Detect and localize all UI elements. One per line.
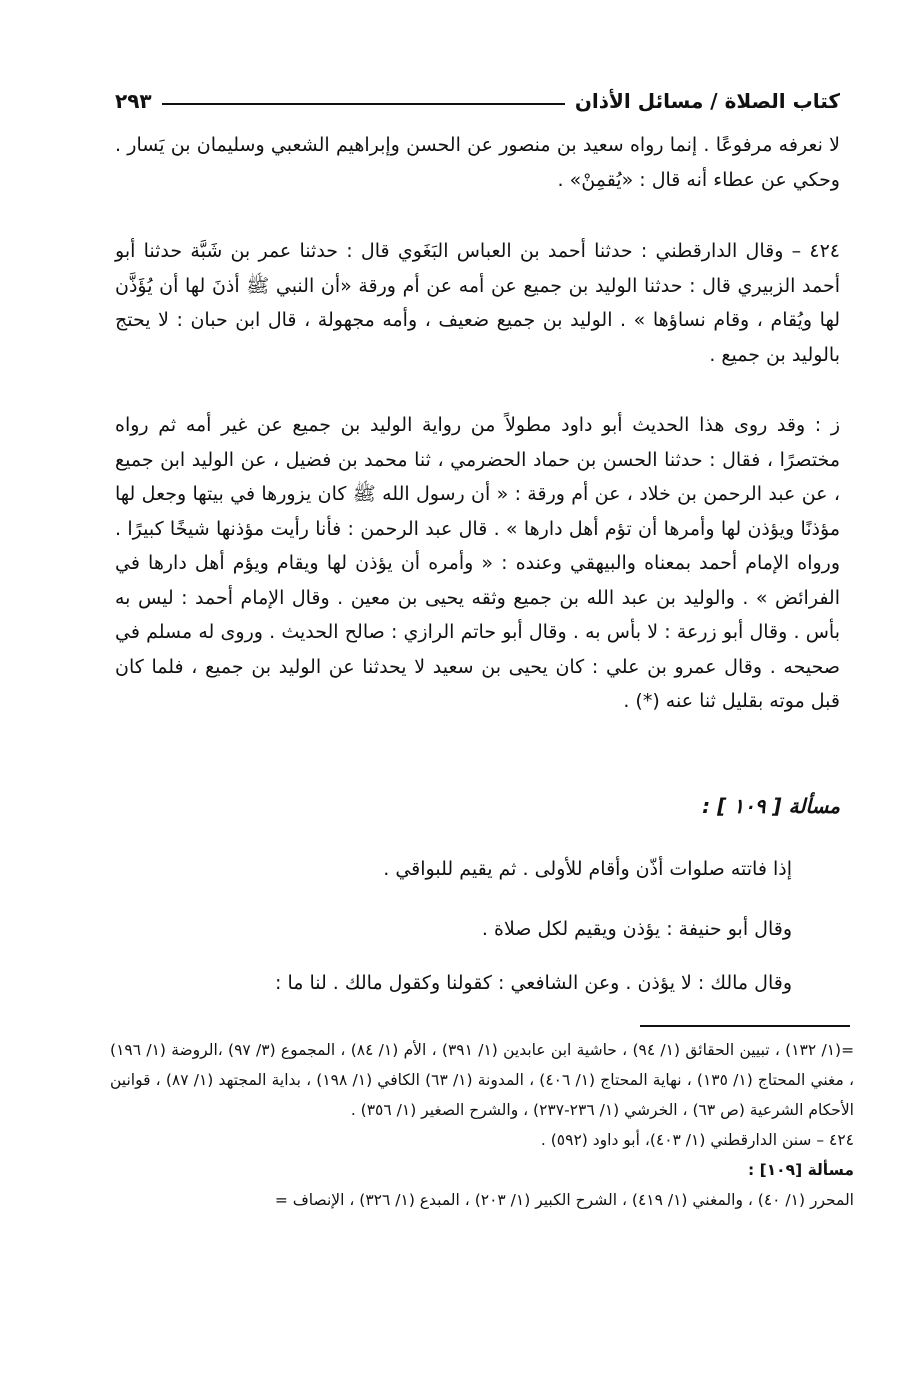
footnote-text: ٤٢٤ – سنن الدارقطني (١/ ٤٠٣)، أبو داود (٥٩٢) . — [540, 1131, 854, 1149]
footnote-rule — [640, 1025, 850, 1027]
footnote-text: المحرر (١/ ٤٠) ، والمغني (١/ ٤١٩) ، الشرح الكبير (١/ ٢٠٣) ، المبدع (١/ ٣٢٦) ، الإنصاف = — [274, 1191, 854, 1209]
masala-line: وقال مالك : لا يؤذن . وعن الشافعي : كقولنا وكقول مالك . لنا ما : — [275, 972, 792, 994]
paragraph-continuation — [115, 128, 840, 197]
page-header — [115, 84, 840, 118]
masala-line: وقال أبو حنيفة : يؤذن ويقيم لكل صلاة . — [481, 918, 792, 940]
footnote-text: =(١/ ١٣٢) ، تبيين الحقائق (١/ ٩٤) ، حاشية ابن عابدين (١/ ٣٩١) ، الأم (١/ ٨٤) ، المجموع (٣/ ٩٧) ،الروضة (١/ ١٩٦) ، مغني المحتاج (١/ ١٣٥) ، نهاية المحتاج (١/ ٤٠٦) ، المدونة (١/ ٦٣) الكافي (١/ ١٩٨) ، بداية المجتهد (١/ ٨٧) ، قوانين الأحكام الشرعية (ص ٦٣) ، الخرشي (١/ ٢٣٦-٢٣٧) ، والشرح الصغير (١/ ٣٥٦) . — [110, 1041, 855, 1119]
hadith-424 — [115, 234, 840, 372]
masala-heading: مسألة [ ١٠٩ ] : — [702, 794, 840, 818]
header-rule — [162, 103, 565, 105]
running-title: كتاب الصلاة / مسائل الأذان — [574, 89, 840, 113]
masala-line: إذا فاتته صلوات أذّن وأقام للأولى . ثم يقيم للبواقي . — [383, 858, 792, 880]
footnote-heading: مسألة [١٠٩] : — [748, 1161, 854, 1179]
paragraph-text: ز : وقد روى هذا الحديث أبو داود مطولاً من رواية الوليد بن جميع عن غير أمه ثم رواه مختصرًا ، فقال : حدثنا الحسن بن حماد الحضرمي ، ثنا محمد بن فضيل ، عن الوليد ابن جميع ، عن عبد الرحمن بن خلاد ، عن أم ورقة : « أن رسول الله ﷺ كان يزورها في بيتها وجعل لها مؤذنًا ويؤذن لها وأمرها أن تؤم أهل دارها » . قال عبد الرحمن : فأنا رأيت مؤذنها شيخًا كبيرًا . ورواه الإمام أحمد بمعناه والبيهقي وعنده : « وأمره أن يؤذن لها ويقام ويؤم أهل دارها في الفرائض » . والوليد بن عبد الله بن جميع وثقه يحيى بن معين . وقال الإمام أحمد : ليس به بأس . وقال أبو زرعة : لا بأس به . وقال أبو حاتم الرازي : صالح الحديث . وروى له مسلم في صحيحه . وقال عمرو بن علي : كان يحيى بن سعيد لا يحدثنا عن الوليد بن جميع ، فلما كان قبل موته بقليل ثنا عنه (*) . — [115, 414, 840, 712]
page-number: ٢٩٣ — [115, 89, 152, 113]
paragraph-text: لا نعرفه مرفوعًا . إنما رواه سعيد بن منصور عن الحسن وإبراهيم الشعبي وسليمان بن يَسار . وحكي عن عطاء أنه قال : «يُقمِنْ» . — [115, 134, 840, 191]
paragraph-text: ٤٢٤ – وقال الدارقطني : حدثنا أحمد بن العباس البَغَوي قال : حدثنا عمر بن شَبَّة حدثنا أبو أحمد الزبيري قال : حدثنا الوليد بن جميع عن أمه عن أم ورقة «أن النبي ﷺ أذنَ لها أن يُؤَذَّن لها ويُقام ، وقام نساؤها » . الوليد بن جميع ضعيف ، وأمه مجهولة ، قال ابن حبان : لا يحتج بالوليد بن جميع . — [115, 240, 840, 366]
zawaid-note — [115, 408, 840, 719]
footnotes — [110, 1035, 854, 1215]
